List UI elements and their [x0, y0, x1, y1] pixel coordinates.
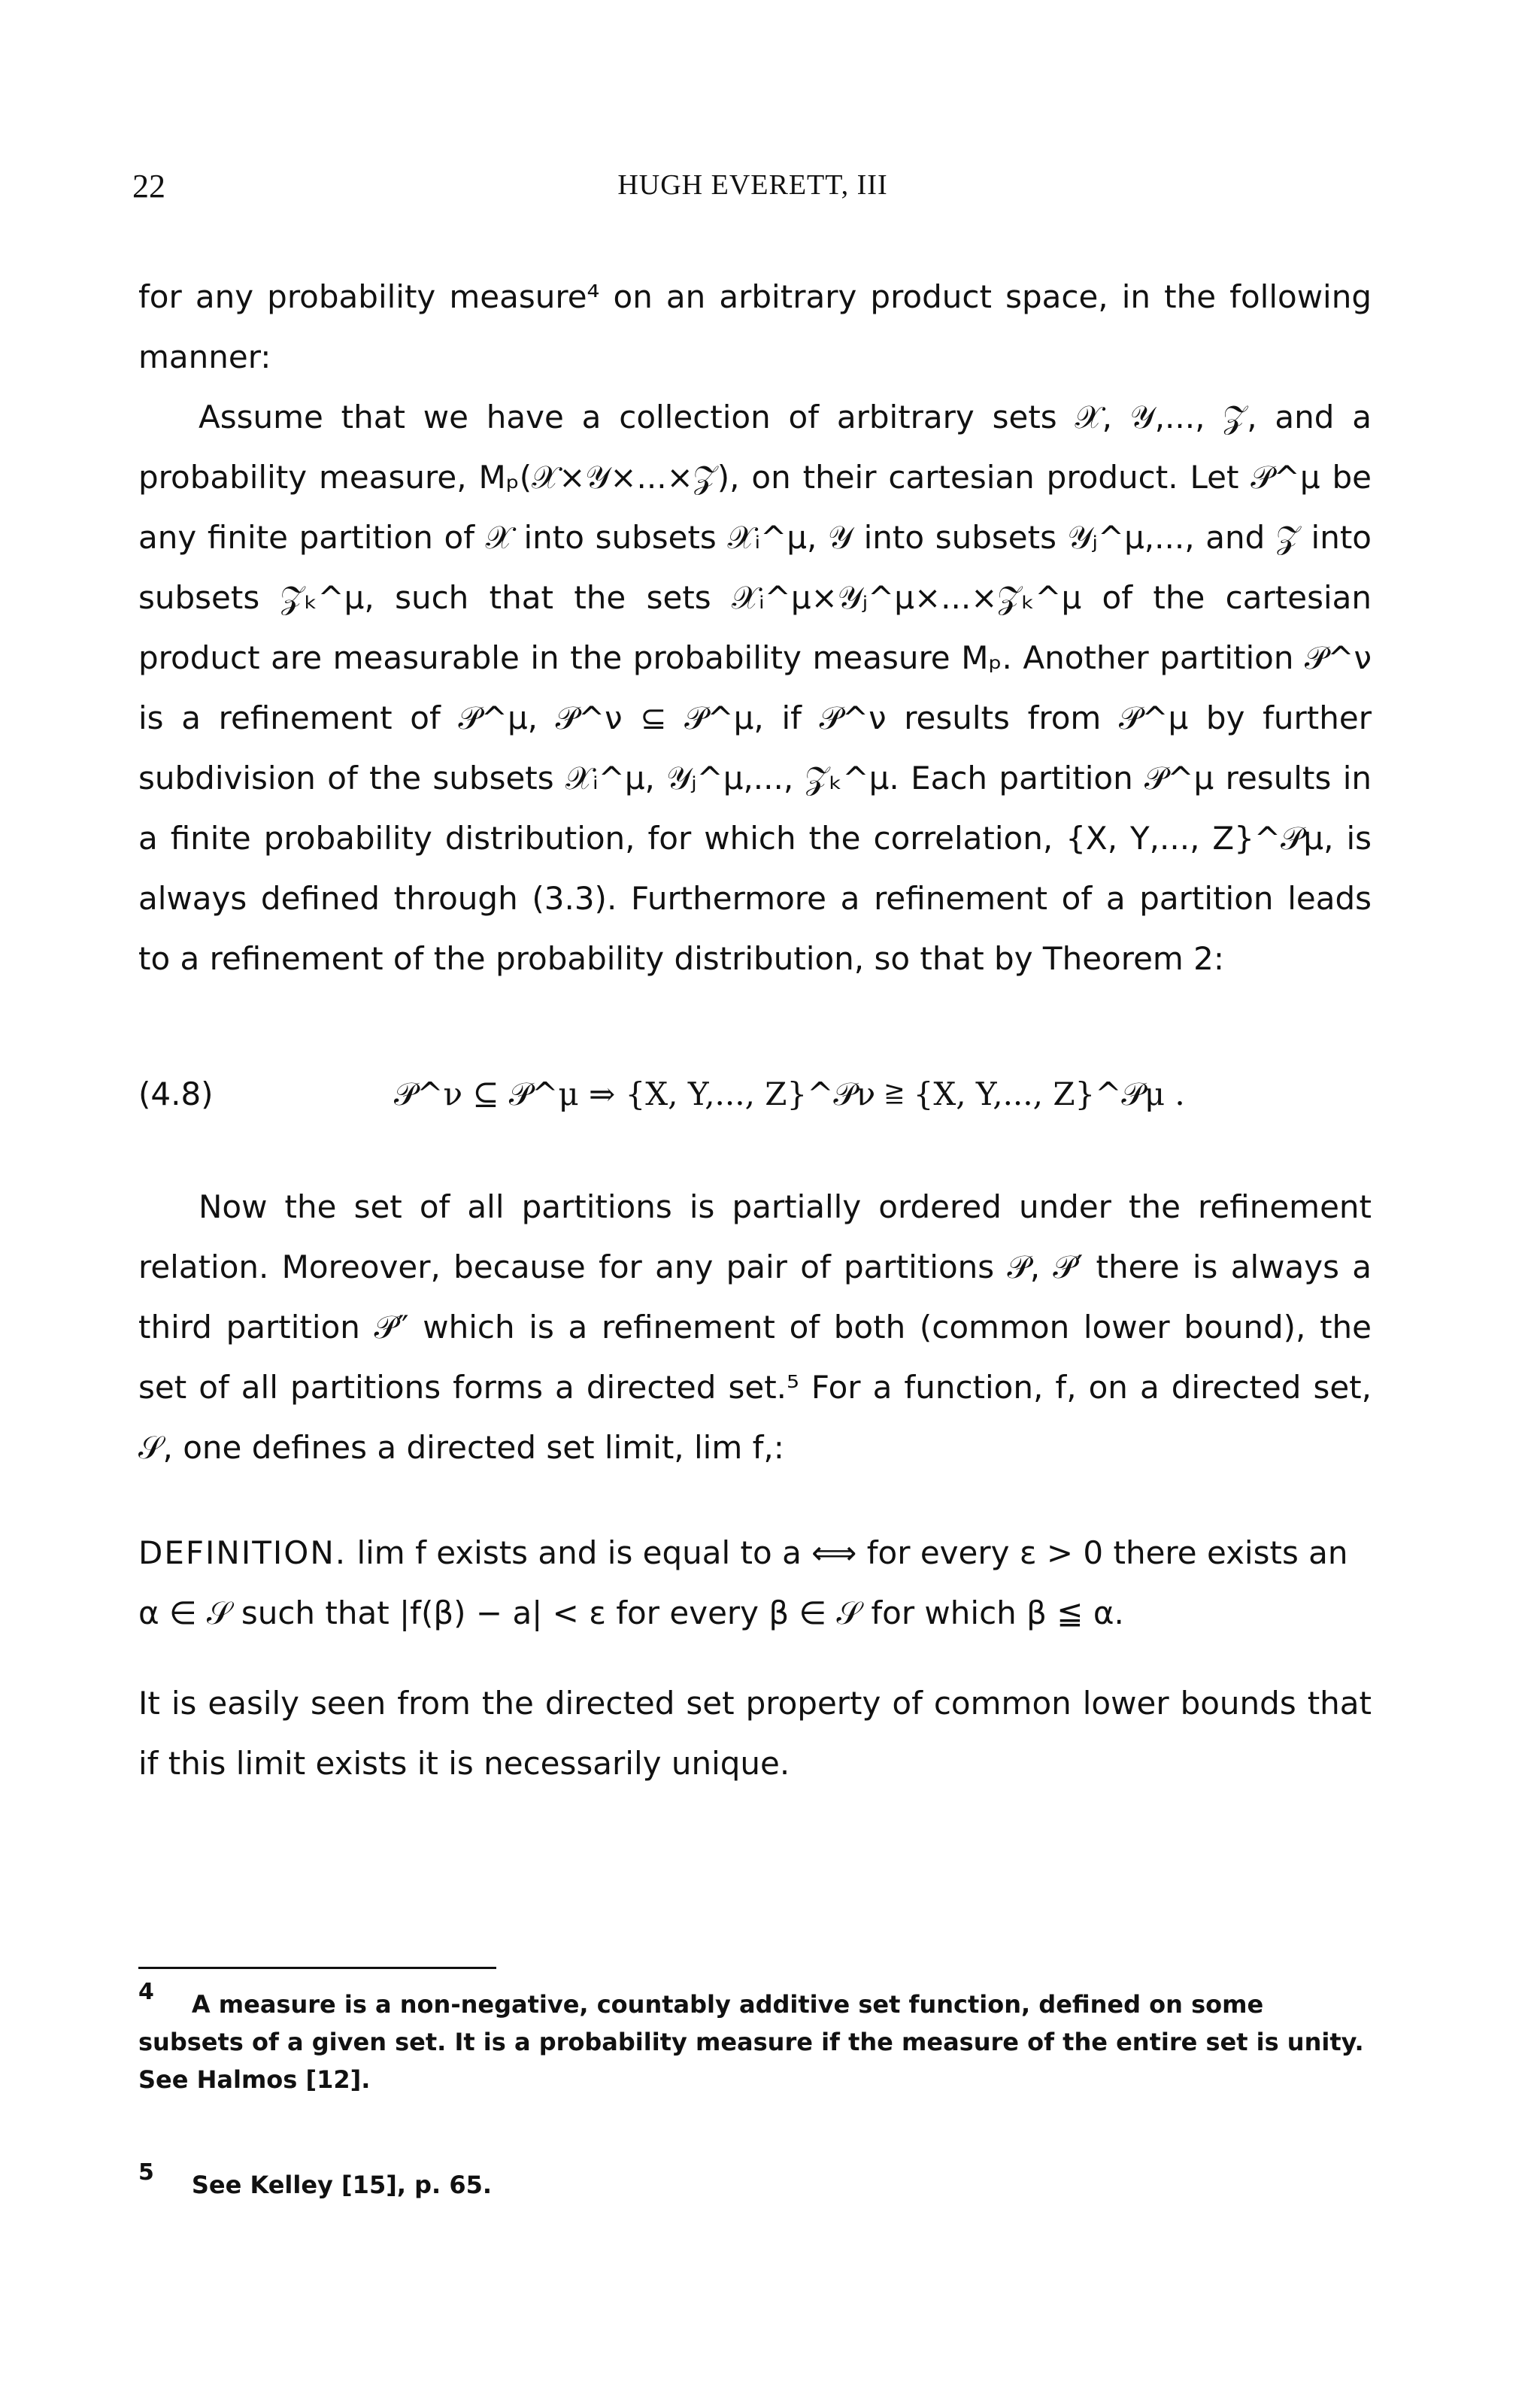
footnote-4: [138, 1979, 1372, 2098]
footnote-5-text: See Kelley [15], p. 65.: [191, 2171, 493, 2199]
definition-label: DEFINITION.: [138, 1534, 347, 1571]
paragraph-3-text: Now the set of all partitions is partially ordered under the refinement relation. Moreover, because for any pair of partitions 𝒫, 𝒫′ there is always a third partition 𝒫″ which is a refinement of both (common lower bound), the set of all partitions forms a directed set.⁵ For a function, f, on a directed set, 𝒮, one defines a directed set limit, lim f,:: [138, 1188, 1372, 1466]
paragraph-1: [138, 267, 1372, 387]
equation-label: (4.8): [138, 1076, 214, 1112]
running-head: HUGH EVERETT, III: [617, 169, 888, 201]
equation-4-8: [138, 1076, 1372, 1136]
footnote-4-text: A measure is a non-negative, countably additive set function, defined on some subsets of a given set. It is a probability measure if the measure of the entire set is unity. See Halmos [12].: [138, 1990, 1364, 2094]
definition-block: [138, 1523, 1372, 1643]
page-header: [132, 167, 1373, 212]
footnote-5-mark: 5: [138, 2159, 154, 2186]
paragraph-4: [138, 1673, 1372, 1794]
equation-body: 𝒫^ν ⊆ 𝒫^μ ⇒ {X, Y,..., Z}^𝒫ν ≧ {X, Y,..., Z}^𝒫μ .: [394, 1076, 1185, 1112]
footnote-5: [138, 2159, 1372, 2204]
paragraph-4-text: It is easily seen from the directed set property of common lower bounds that if this limit exists it is necessarily unique.: [138, 1685, 1372, 1782]
paragraph-2: [138, 387, 1372, 989]
paragraph-3: [138, 1177, 1372, 1478]
footnote-4-mark: 4: [138, 1979, 154, 2005]
paragraph-1-text: for any probability measure⁴ on an arbitrary product space, in the following manner:: [138, 278, 1372, 375]
definition-text: lim f exists and is equal to a ⟺ for every ε > 0 there exists an α ∈ 𝒮 such that |f(β) − a| < ε for every β ∈ 𝒮 for which β ≦ α.: [138, 1534, 1348, 1631]
page-number: 22: [132, 168, 165, 205]
footnote-rule: [138, 1967, 496, 1969]
paragraph-2-text: Assume that we have a collection of arbitrary sets 𝒳, 𝒴,..., 𝒵, and a probability measure, Mₚ(𝒳×𝒴×...×𝒵), on their cartesian product. Let 𝒫^μ be any finite partition of 𝒳 into subsets 𝒳ᵢ^μ, 𝒴 into subsets 𝒴ⱼ^μ,..., and 𝒵 into subsets 𝒵ₖ^μ, such that the sets 𝒳ᵢ^μ×𝒴ⱼ^μ×...×𝒵ₖ^μ of the cartesian product are measurable in the probability measure Mₚ. Another partition 𝒫^ν is a refinement of 𝒫^μ, 𝒫^ν ⊆ 𝒫^μ, if 𝒫^ν results from 𝒫^μ by further subdivision of the subsets 𝒳ᵢ^μ, 𝒴ⱼ^μ,..., 𝒵ₖ^μ. Each partition 𝒫^μ results in a finite probability distribution, for which the correlation, {X, Y,..., Z}^𝒫μ, is always defined through (3.3). Furthermore a refinement of a partition leads to a refinement of the probability distribution, so that by Theorem 2:: [138, 399, 1372, 977]
